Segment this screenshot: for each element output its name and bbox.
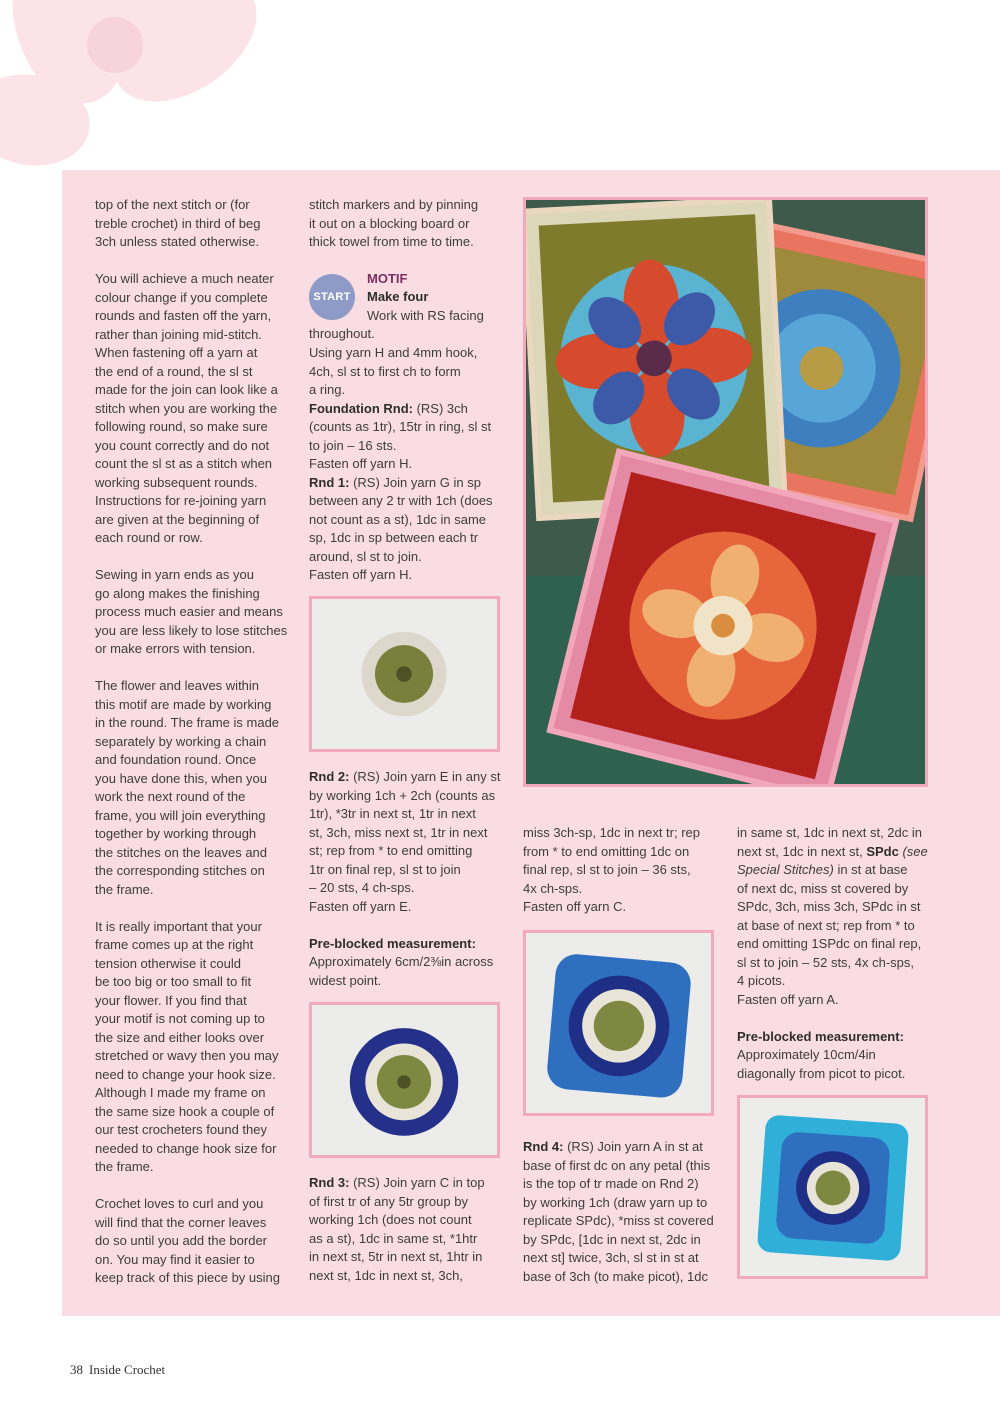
round-label: Rnd 3: <box>309 1175 350 1190</box>
motif-title: MOTIF <box>367 271 408 286</box>
round-text: (RS) Join yarn G in sp between any 2 tr with 1ch (does not count as a st), 1dc in same sp, 1dc in sp between each tr around, sl st to join. Fasten off yarn H. <box>309 474 493 582</box>
round-4-photo <box>737 1095 928 1279</box>
paragraph: You will achieve a much neater colour change if you complete rounds and fasten off the yarn, rather than joining mid-stitch. When fastening off a yarn at the end of a round, the sl st made for the join can look like a stitch when you are working the following round, so make sure you count correctly and do not count the sl st as a stitch when working subsequent rounds. Instructions for re-joining yarn are given at the beginning of each round or row. <box>95 271 278 545</box>
start-badge: START <box>309 274 355 320</box>
column-4 <box>737 824 937 1083</box>
column-2-lower <box>309 768 504 990</box>
column-3 <box>523 824 723 917</box>
round-4 <box>523 1138 723 1286</box>
round-text: (RS) Join yarn E in any st by working 1ch + 2ch (counts as 1tr), *3tr in next st, 1tr in next st, 3ch, miss next st, 1tr in next st; rep from * to end omitting 1tr on final rep, sl st to join – 20 sts, 4 ch-sps. Fasten off yarn E. <box>309 769 501 914</box>
paragraph: miss 3ch-sp, 1dc in next tr; rep from * to end omitting 1dc on final rep, sl st to join – 36 sts, 4x ch-sps. Fasten off yarn C. <box>523 825 701 914</box>
measurement-label: Pre-blocked measurement: <box>737 1028 904 1044</box>
round-3-photo <box>523 930 714 1116</box>
paragraph <box>737 824 937 1009</box>
paragraph: top of the next stitch or (for treble crochet) in third of beg 3ch unless stated otherwise. <box>95 197 261 249</box>
column-3-lower <box>523 1138 723 1286</box>
paragraph: Using yarn H and 4mm hook, 4ch, sl st to first ch to form a ring. <box>309 345 478 397</box>
measurement-text: Approximately 10cm/4in diagonally from picot to picot. <box>737 1047 906 1081</box>
round-2 <box>309 768 504 916</box>
page-footer <box>70 1362 165 1378</box>
measurement <box>737 1028 937 1084</box>
column-2-bottom <box>309 1174 504 1285</box>
round-label: Rnd 2: <box>309 769 350 784</box>
round-label: Rnd 4: <box>523 1139 564 1154</box>
round-1 <box>309 474 504 585</box>
round-3 <box>309 1174 504 1285</box>
paragraph: Crochet loves to curl and you will find that the corner leaves do so until you add the border on. You may find it easier to keep track of this piece by using <box>95 1196 280 1285</box>
text: in same st, 1dc in next st, 2dc in next st, 1dc in next st, <box>737 825 922 859</box>
measurement-text: Approximately 6cm/2⅜in across widest point. <box>309 954 494 988</box>
paragraph: The flower and leaves within this motif are made by working in the round. The frame is made separately by working a chain and foundation round. Once you have done this, when you work the next round of the frame, you will join everything together by working through the stitches on the leaves and the corresponding stitches on the frame. <box>95 678 280 897</box>
round-2-photo <box>309 1002 500 1158</box>
measurement <box>309 935 504 991</box>
paragraph: Sewing in yarn ends as you go along makes the finishing process much easier and means you are less likely to lose stitches or make errors with tension. <box>95 567 288 656</box>
measurement-label: Pre-blocked measurement: <box>309 935 476 951</box>
motif-subtitle: Make four <box>367 289 429 304</box>
motif-instruction: Work with RS facing <box>367 308 484 323</box>
round-text: (RS) 3ch (counts as 1tr), 15tr in ring, sl st to join – 16 sts. Fasten off yarn H. <box>309 400 492 471</box>
page-number: 38 <box>70 1362 83 1377</box>
main-photo <box>523 197 928 787</box>
column-2 <box>309 196 504 603</box>
paragraph: It is really important that your frame comes up at the right tension otherwise it could be too big or too small to fit your flower. If you find that your motif is not coming up to the size and either looks over stretched or wavy then you may need to change your hook size. Although I made my frame on the same size hook a couple of our test crocheters found they needed to change hook size for the frame. <box>95 918 279 1174</box>
motif-instruction-cont: throughout. <box>309 326 375 341</box>
spdc-term: SPdc <box>866 843 899 859</box>
round-label: Rnd 1: <box>309 474 350 490</box>
foundation-round <box>309 400 504 474</box>
round-label: Foundation Rnd: <box>309 400 413 416</box>
motif-header <box>309 270 504 344</box>
magazine-name: Inside Crochet <box>89 1362 166 1377</box>
paragraph: stitch markers and by pinning it out on a blocking board or thick towel from time to time. <box>309 197 479 249</box>
text: in st at base of next dc, miss st covered by SPdc, 3ch, miss 3ch, SPdc in st at base of next st; rep from * to end omitting 1SPdc on final rep, sl st to join – 52 sts, 4x ch-sps, 4 picots. Fasten off yarn A. <box>737 862 922 1007</box>
round-text: (RS) Join yarn A in st at base of first dc on any petal (this is the top of tr made on Rnd 2) by working 1ch (draw yarn up to replicate SPdc), *miss st covered by SPdc, [1dc in next st, 2dc in next st] twice, 3ch, sl st in st at base of 3ch (to make picot), 1dc <box>523 1139 714 1284</box>
foundation-round-photo <box>309 596 500 752</box>
column-1 <box>95 196 295 1288</box>
round-text: (RS) Join yarn C in top of first tr of any 5tr group by working 1ch (does not count as a st), 1dc in same st, *1htr in next st, 5tr in next st, 1htr in next st, 1dc in next st, 3ch, <box>309 1175 485 1283</box>
see-note: (see Special Stitches) <box>737 843 928 877</box>
